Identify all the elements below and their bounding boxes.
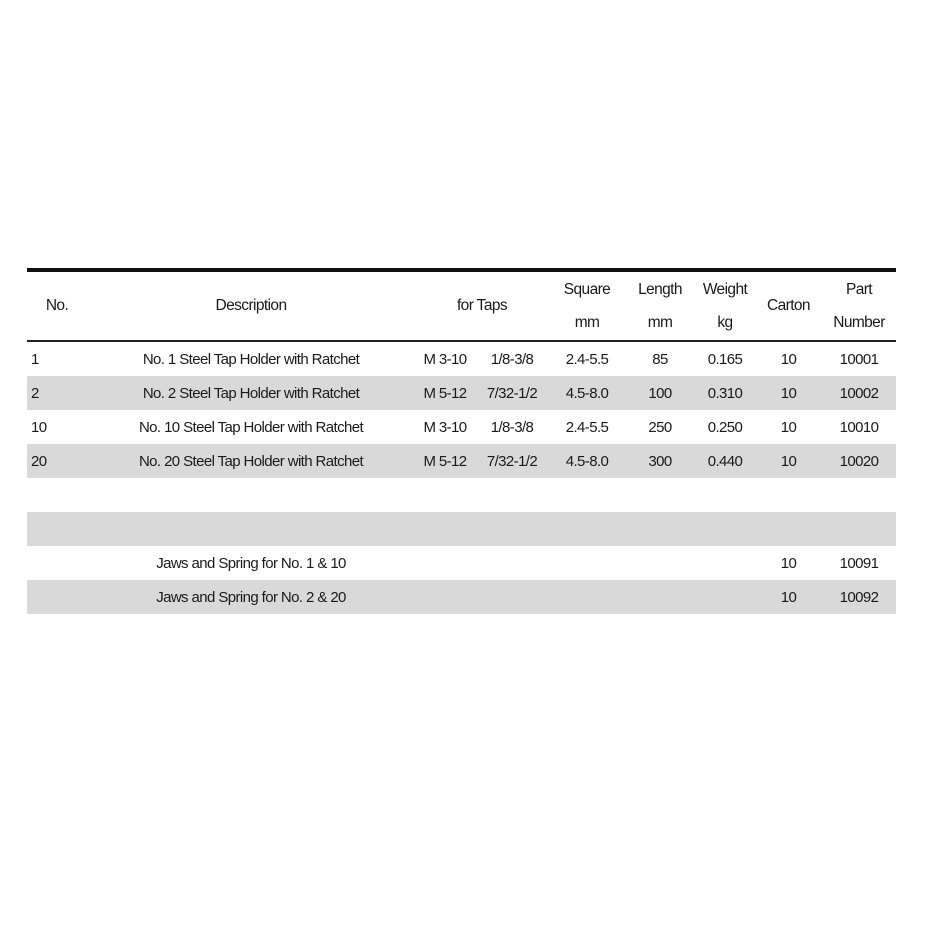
row-no: 2 [31, 384, 39, 402]
row-description: No. 2 Steel Tap Holder with Ratchet [142, 384, 360, 402]
row-length: 300 [648, 452, 672, 470]
parts-row-part-number: 10091 [839, 554, 879, 572]
header-length [625, 272, 695, 340]
row-square: 4.5-8.0 [565, 452, 609, 470]
header-part-number [822, 272, 896, 340]
row-length: 250 [648, 418, 672, 436]
row-inch-range: 7/32-1/2 [486, 452, 538, 470]
parts-row-carton: 10 [780, 588, 797, 606]
header-number-label: Number [833, 314, 885, 331]
row-length: 85 [652, 350, 668, 368]
header-part-label: Part [845, 281, 873, 298]
row-description: No. 20 Steel Tap Holder with Ratchet [138, 452, 364, 470]
table-row [27, 376, 896, 410]
row-carton: 10 [780, 384, 797, 402]
table-row [27, 410, 896, 444]
row-carton: 10 [780, 452, 797, 470]
table-header-row [27, 272, 896, 340]
row-inch-range: 1/8-3/8 [490, 350, 534, 368]
row-no: 1 [31, 350, 39, 368]
row-carton: 10 [780, 418, 797, 436]
parts-row-part-number: 10092 [839, 588, 879, 606]
row-square: 2.4-5.5 [565, 418, 609, 436]
row-part-number: 10020 [839, 452, 879, 470]
row-weight: 0.310 [707, 384, 743, 402]
row-part-number: 10002 [839, 384, 879, 402]
row-weight: 0.440 [707, 452, 743, 470]
tap-holder-table [27, 268, 896, 614]
row-part-number: 10010 [839, 418, 879, 436]
header-no: No. [45, 297, 69, 314]
parts-row [27, 546, 896, 580]
row-metric-range: M 3-10 [423, 350, 467, 368]
row-weight: 0.165 [707, 350, 743, 368]
table-row [27, 444, 896, 478]
header-weight-unit: kg [717, 314, 733, 331]
row-inch-range: 1/8-3/8 [490, 418, 534, 436]
row-metric-range: M 5-12 [423, 384, 467, 402]
row-weight: 0.250 [707, 418, 743, 436]
row-no: 20 [31, 452, 47, 470]
header-length-unit: mm [647, 314, 673, 331]
table-row [27, 342, 896, 376]
parts-row-description: Jaws and Spring for No. 1 & 10 [156, 554, 346, 572]
row-square: 2.4-5.5 [565, 350, 609, 368]
row-part-number: 10001 [839, 350, 879, 368]
row-no: 10 [31, 418, 47, 436]
row-carton: 10 [780, 350, 797, 368]
parts-row-carton: 10 [780, 554, 797, 572]
row-metric-range: M 5-12 [423, 452, 467, 470]
row-description: No. 10 Steel Tap Holder with Ratchet [138, 418, 364, 436]
blank-shaded-row [27, 512, 896, 546]
parts-row-description: Jaws and Spring for No. 2 & 20 [156, 588, 346, 606]
header-square [549, 272, 625, 340]
row-metric-range: M 3-10 [423, 418, 467, 436]
row-inch-range: 7/32-1/2 [486, 384, 538, 402]
row-square: 4.5-8.0 [565, 384, 609, 402]
row-length: 100 [648, 384, 672, 402]
header-square-unit: mm [574, 314, 600, 331]
header-weight-label: Weight [702, 281, 748, 298]
header-for-taps: for Taps [456, 297, 508, 314]
parts-row [27, 580, 896, 614]
header-weight [695, 272, 755, 340]
header-square-label: Square [563, 281, 611, 298]
row-spacer [27, 478, 896, 512]
header-carton: Carton [767, 297, 810, 314]
header-description: Description [215, 297, 287, 314]
row-description: No. 1 Steel Tap Holder with Ratchet [142, 350, 360, 368]
header-length-label: Length [638, 281, 682, 298]
